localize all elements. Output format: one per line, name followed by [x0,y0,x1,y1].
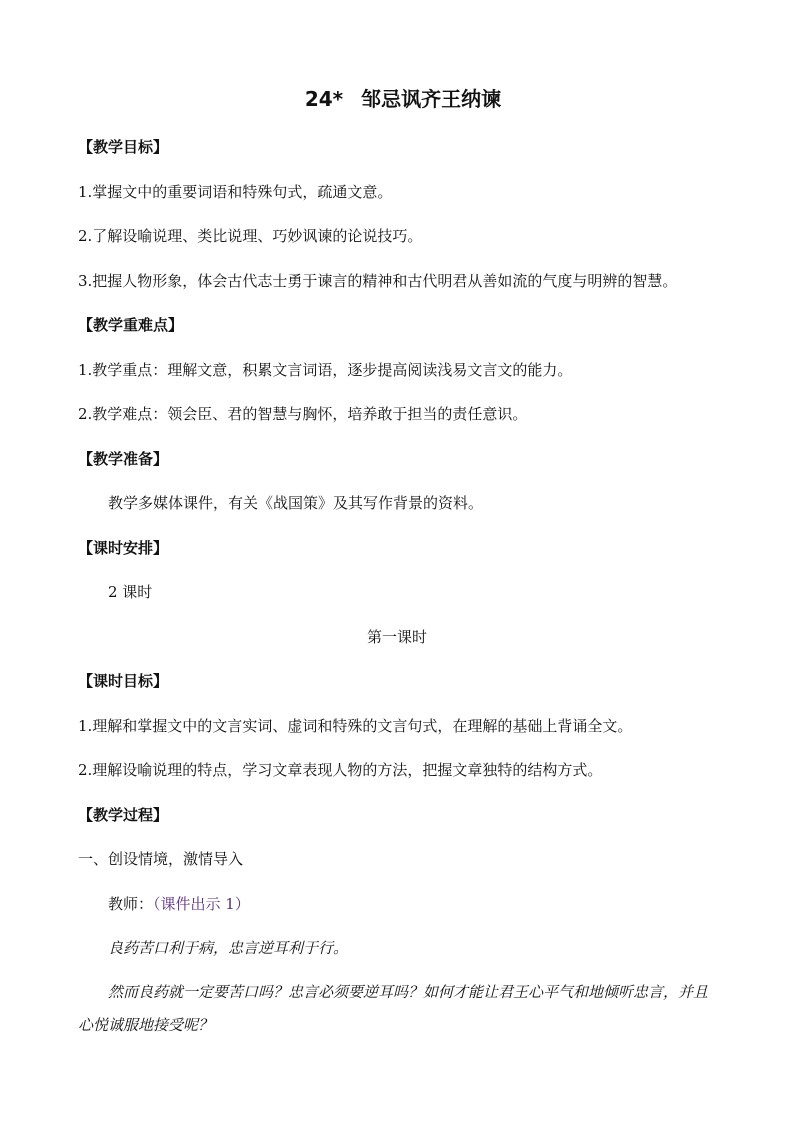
goal-item: 2.了解设喻说理、类比说理、巧妙讽谏的论说技巧。 [78,227,423,245]
lesson-goal-item: 1.理解和掌握文中的文言实词、虚词和特殊的文言句式，在理解的基础上背诵全文。 [78,717,633,735]
lesson-goals-heading: 【课时目标】 [78,672,169,690]
lesson-subtitle: 第一课时 [366,628,427,646]
courseware-note: （课件出示 1） [153,895,250,913]
goal-item: 3.把握人物形象，体会古代志士勇于谏言的精神和古代明君从善如流的气度与明辨的智慧。 [78,272,678,290]
schedule-heading: 【课时安排】 [78,539,169,557]
quote-text: 良药苦口利于病，忠言逆耳利于行。 [108,939,349,957]
teacher-label: 教师： [108,895,154,913]
prep-text: 教学多媒体课件，有关《战国策》及其写作背景的资料。 [108,494,484,512]
key-point-item: 2.教学难点：领会臣、君的智慧与胸怀，培养敢于担当的责任意识。 [78,405,528,423]
process-heading: 【教学过程】 [78,806,169,824]
intro-paragraph: 然而良药就一定要苦口吗？忠言必须要逆耳吗？如何才能让君王心平气和地倾听忠言，并且心悦诚服地接受呢？ [78,983,709,1034]
prep-heading: 【教学准备】 [78,450,169,468]
step-title: 一、创设情境，激情导入 [78,850,244,868]
lesson-title-text: 邹忌讽齐王纳谏 [361,87,502,111]
schedule-text: 2 课时 [108,583,153,601]
key-points-heading: 【教学重难点】 [78,316,184,334]
page-title [0,86,794,112]
key-point-item: 1.教学重点：理解文意，积累文言词语，逐步提高阅读浅易文言文的能力。 [78,361,573,379]
teacher-line [108,894,250,914]
goals-heading: 【教学目标】 [78,138,169,156]
lesson-number: 24* [304,87,344,111]
lesson-goal-item: 2.理解设喻说理的特点，学习文章表现人物的方法，把握文章独特的结构方式。 [78,761,603,779]
goal-item: 1.掌握文中的重要词语和特殊句式，疏通文意。 [78,183,393,201]
